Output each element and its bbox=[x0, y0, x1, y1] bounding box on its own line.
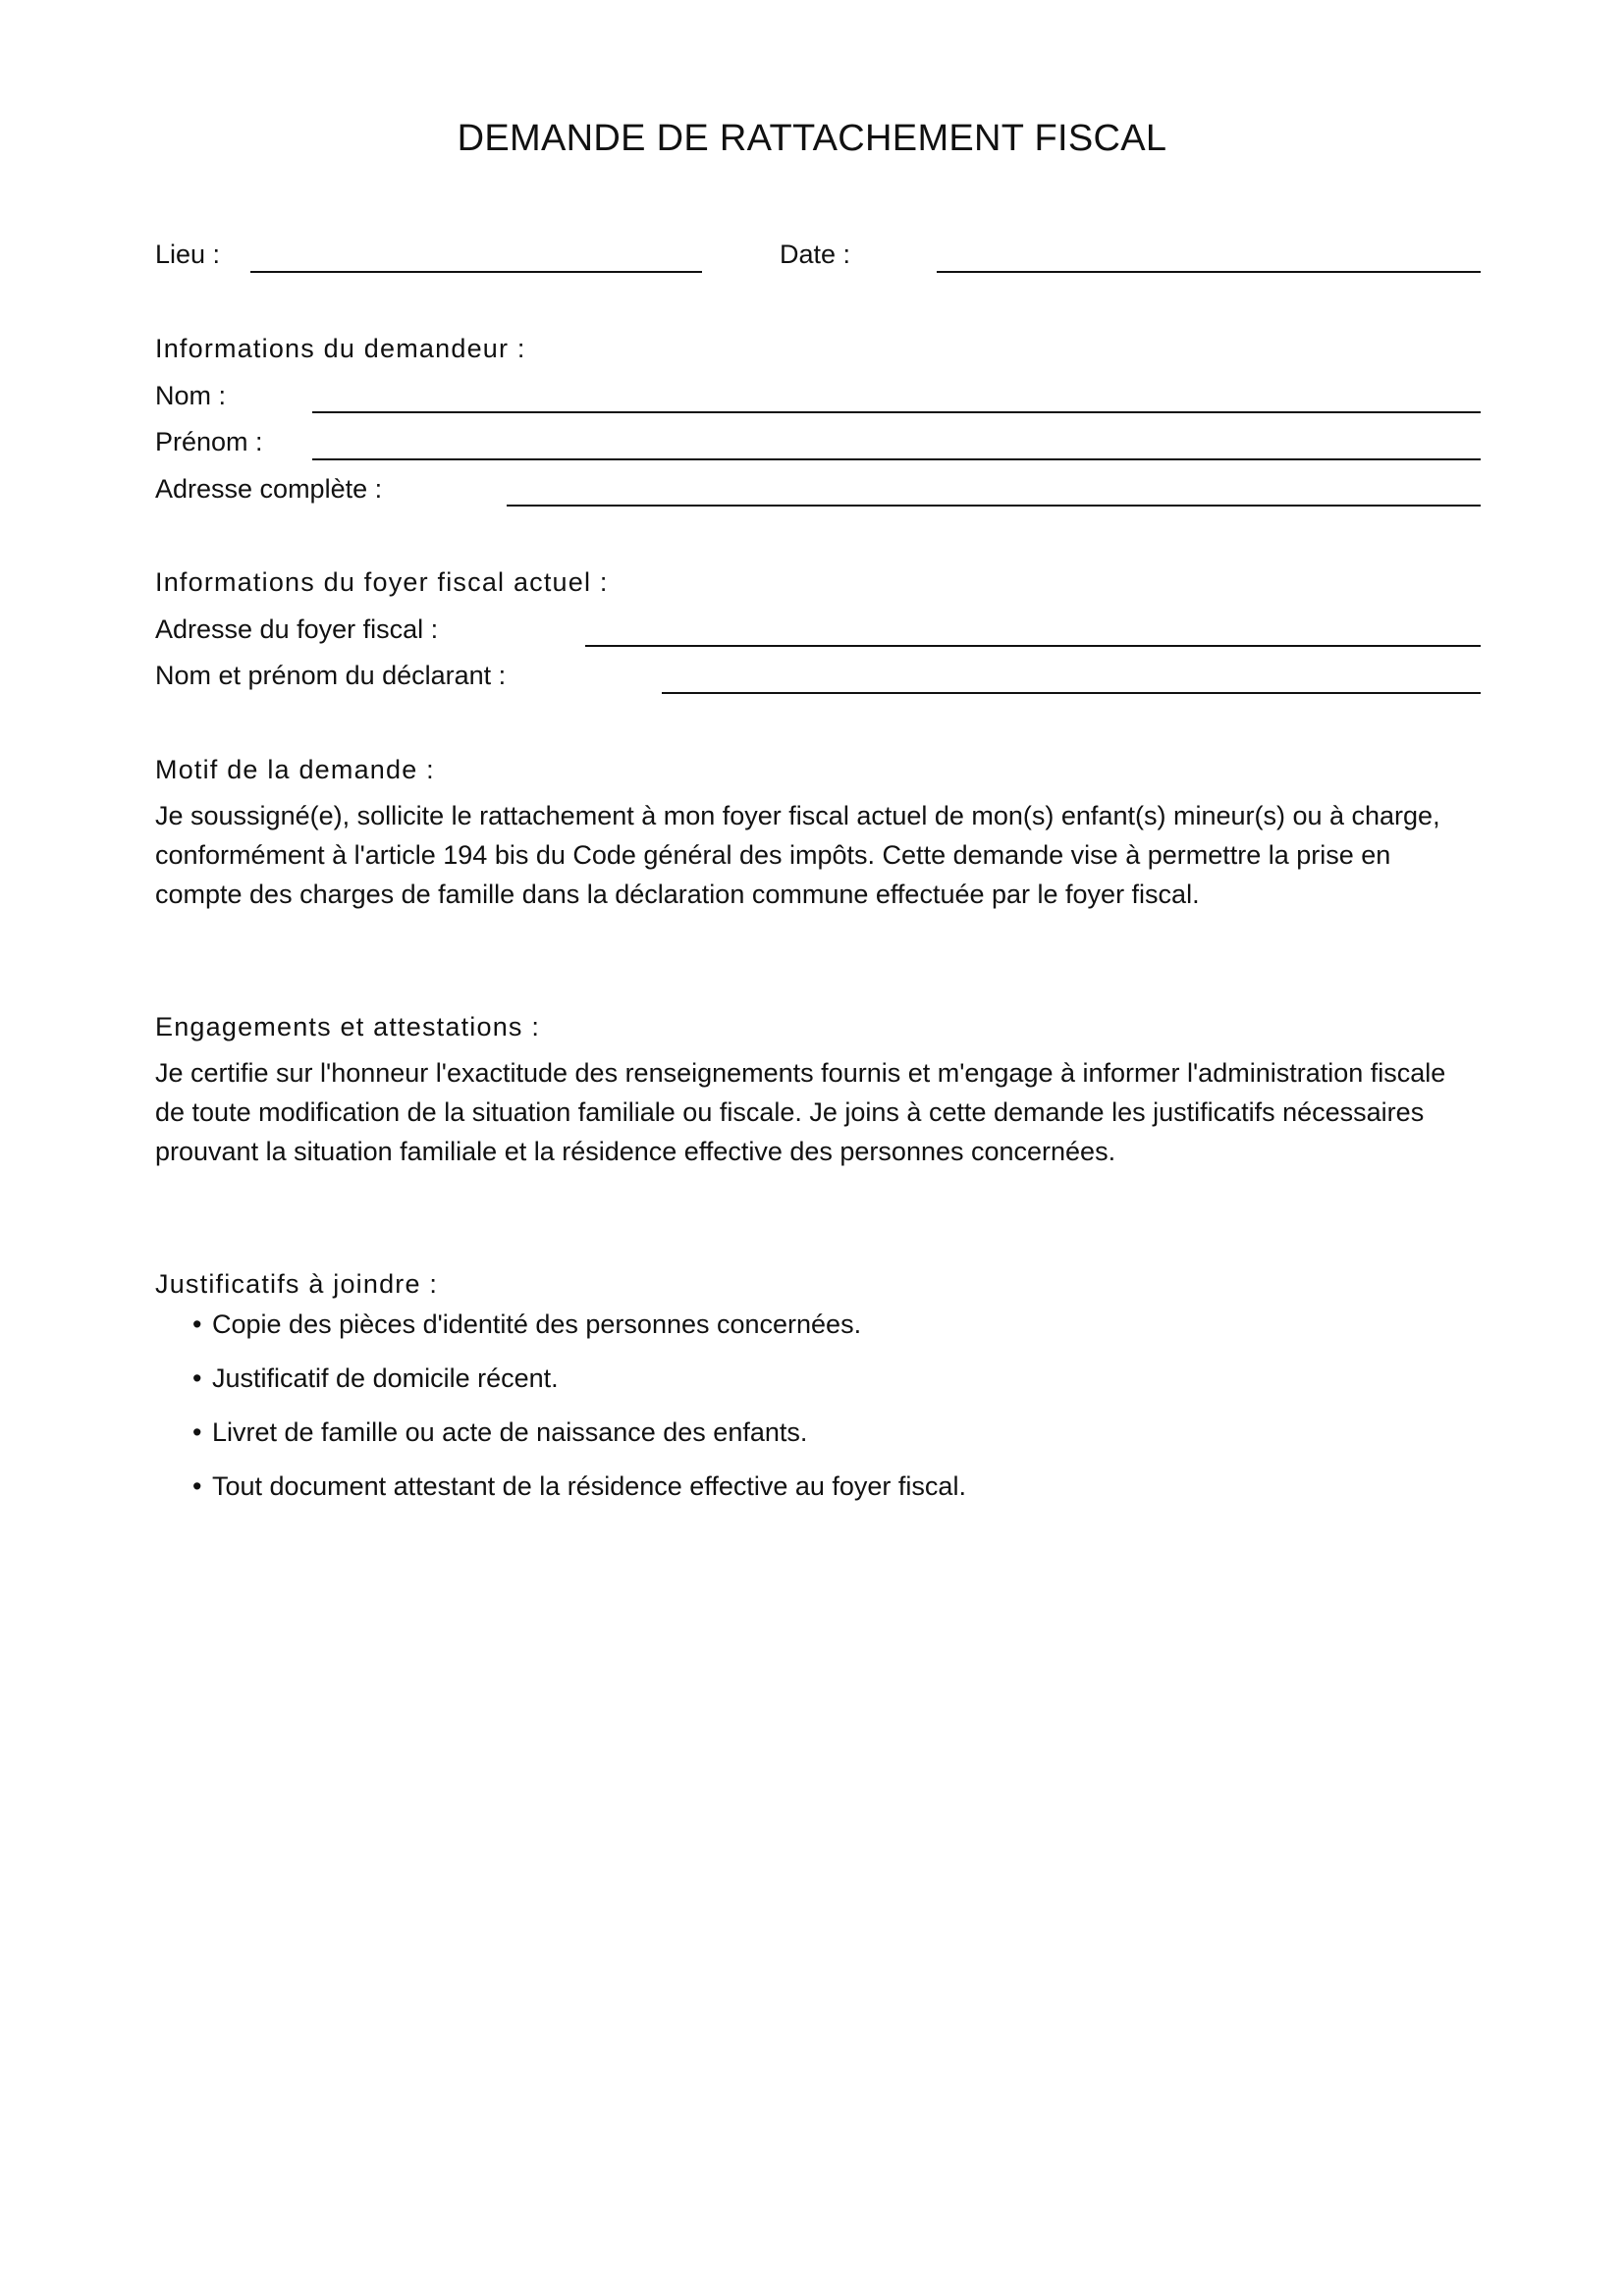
adresse-foyer-label: Adresse du foyer fiscal : bbox=[155, 614, 439, 644]
nom-field-line[interactable] bbox=[312, 411, 1481, 413]
bullet-icon: • bbox=[192, 1417, 202, 1447]
engagements-heading: Engagements et attestations : bbox=[155, 1012, 541, 1041]
foyer-heading: Informations du foyer fiscal actuel : bbox=[155, 567, 609, 597]
demandeur-heading: Informations du demandeur : bbox=[155, 334, 526, 363]
declarant-label: Nom et prénom du déclarant : bbox=[155, 661, 507, 690]
nom-label: Nom : bbox=[155, 381, 227, 410]
lieu-field-line[interactable] bbox=[250, 271, 702, 273]
adresse-complete-label: Adresse complète : bbox=[155, 474, 383, 504]
bullet-icon: • bbox=[192, 1309, 202, 1339]
lieu-label: Lieu : bbox=[155, 240, 221, 269]
declarant-field-line[interactable] bbox=[662, 692, 1481, 694]
document-title: DEMANDE DE RATTACHEMENT FISCAL bbox=[457, 118, 1167, 159]
justificatifs-list bbox=[192, 1308, 966, 1523]
list-item: • Tout document attestant de la résidence effective au foyer fiscal. bbox=[192, 1471, 966, 1501]
bullet-icon: • bbox=[192, 1471, 202, 1501]
justificatifs-heading: Justificatifs à joindre : bbox=[155, 1269, 439, 1299]
bullet-icon: • bbox=[192, 1363, 202, 1393]
engagements-paragraph: Je certifie sur l'honneur l'exactitude des renseignements fournis et m'engage à informer l'administration fiscale de toute modification de la situation familiale ou fiscale. Je joins à cette demande les justificatifs nécessaires prouvant la situation familiale et la résidence effective des personnes concernées. bbox=[155, 1058, 1446, 1166]
prenom-field-line[interactable] bbox=[312, 458, 1481, 460]
motif-heading: Motif de la demande : bbox=[155, 755, 435, 784]
list-item: • Copie des pièces d'identité des personnes concernées. bbox=[192, 1309, 862, 1339]
motif-paragraph: Je soussigné(e), sollicite le rattachement à mon foyer fiscal actuel de mon(s) enfant(s) mineur(s) ou à charge, conformément à l'article 194 bis du Code général des impôts. Cette demande vise à permettre la prise en compte des charges de famille dans la déclaration commune effectuée par le foyer fiscal. bbox=[155, 801, 1440, 909]
adresse-complete-field-line[interactable] bbox=[507, 505, 1481, 507]
prenom-label: Prénom : bbox=[155, 427, 263, 456]
list-item: • Livret de famille ou acte de naissance des enfants. bbox=[192, 1417, 808, 1447]
list-item: • Justificatif de domicile récent. bbox=[192, 1363, 559, 1393]
date-label: Date : bbox=[780, 240, 851, 269]
date-field-line[interactable] bbox=[937, 271, 1481, 273]
adresse-foyer-field-line[interactable] bbox=[585, 645, 1481, 647]
